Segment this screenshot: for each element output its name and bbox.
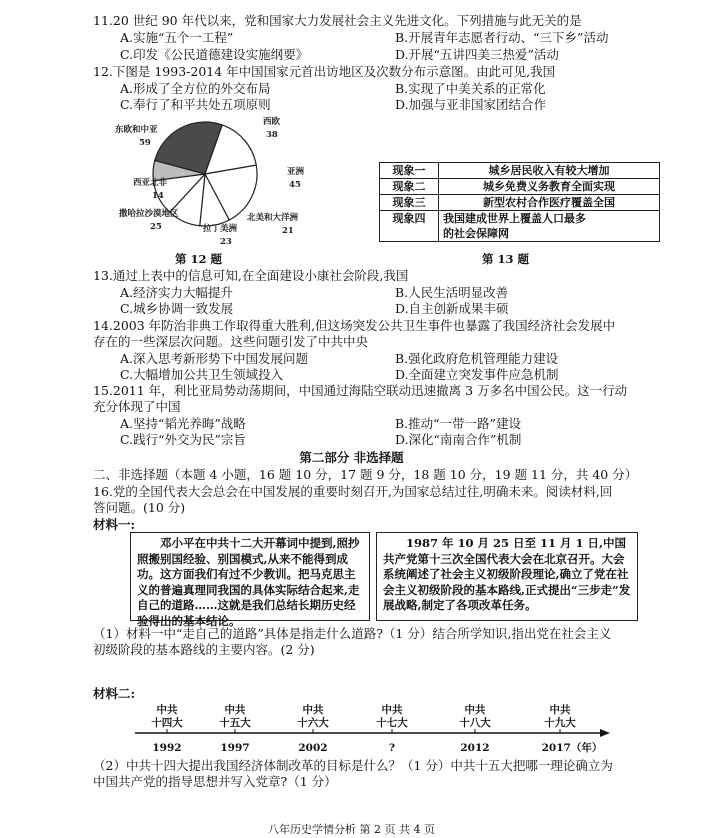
table-row xyxy=(380,211,660,242)
q15-option-c: C.践行“外交为民”宗旨 xyxy=(120,432,246,447)
timeline-year: 2017（年） xyxy=(541,742,603,754)
table-cell-value: 城乡居民收入有较大增加 xyxy=(439,163,660,179)
q12-option-c: C.奉行了和平共处五项原则 xyxy=(120,97,271,112)
timeline-label-bottom: 十九大 xyxy=(544,717,576,729)
table-row xyxy=(380,195,660,211)
part2-title-wrap xyxy=(0,450,703,466)
table-cell-key: 现象二 xyxy=(380,179,439,195)
material1-left-box: 邓小平在中共十二大开幕词中提到,照抄照搬别国经验、别国模式,从来不能得到成功。这方面我们有过不少教训。把马克思主义的普遍真理同我国的具体实际结合起来,走自己的道路……这就是我们总结长期历史经验得出的基本结论。 xyxy=(130,532,370,621)
timeline-label-bottom: 十六大 xyxy=(297,717,329,729)
q11-option-a: A.实施“五个一工程” xyxy=(120,30,234,45)
q14-stem-line1: 14.2003 年防治非典工作取得重大胜利,但这场突发公共卫生事件也暴露了我国经济社会发展中 xyxy=(93,318,616,333)
q11-option-b: B.开展青年志愿者行动、“三下乡”活动 xyxy=(395,30,609,45)
table-cell-key: 现象四 xyxy=(380,211,439,242)
table-cell-value xyxy=(439,211,660,242)
q12-caption: 第 12 题 xyxy=(175,252,223,266)
q13-caption: 第 13 题 xyxy=(482,252,530,266)
q15-option-d: D.深化“南南合作”机制 xyxy=(395,432,522,447)
q14-option-a: A.深入思考新形势下中国发展问题 xyxy=(120,351,309,366)
timeline-year: ? xyxy=(388,742,396,754)
table-row xyxy=(380,179,660,195)
table-cell-value: 新型农村合作医疗覆盖全国 xyxy=(439,195,660,211)
q15-option-b: B.推动“一带一路”建设 xyxy=(395,416,521,431)
q13-option-b: B.人民生活明显改善 xyxy=(395,285,509,300)
q12-stem: 12.下图是 1993-2014 年中国国家元首出访地区及次数分布示意图。由此可见,我国 xyxy=(93,64,556,79)
q11-option-d: D.开展“五讲四美三热爱”活动 xyxy=(395,47,559,62)
q16-stem-line2: 答问题。(10 分) xyxy=(93,500,186,515)
timeline-label-top: 中共 xyxy=(549,704,571,716)
q13-option-a: A.经济实力大幅提升 xyxy=(120,285,234,300)
timeline-label-bottom: 十四大 xyxy=(151,717,183,729)
q14-option-c: C.大幅增加公共卫生领域投入 xyxy=(120,367,284,382)
timeline-arrow-icon xyxy=(600,729,610,737)
material1-right-box: 1987 年 10 月 25 日至 11 月 1 日,中国共产党第十三次全国代表大会在北京召开。大会系统阐述了社会主义初级阶段理论,确立了党在社会主义初级阶段的基本路线,正式提出“三步走”发展战略,制定了各项改革任务。 xyxy=(376,532,638,621)
pie-label-value-0: 59 xyxy=(139,138,151,148)
q14-option-d: D.全面建立突发事件应急机制 xyxy=(395,367,559,382)
q16-sub1-line2: 初级阶段的基本路线的主要内容。(2 分) xyxy=(93,642,315,657)
pie-label-name-6: 西亚北非 xyxy=(133,178,168,188)
pie-chart xyxy=(75,112,335,252)
pie-label-value-5: 25 xyxy=(150,222,162,232)
pie-label-name-3: 北美和大洋洲 xyxy=(247,213,299,223)
timeline-year: 1997 xyxy=(220,742,250,754)
pie-label-name-1: 西欧 xyxy=(263,117,281,127)
timeline-label-bottom: 十五大 xyxy=(219,717,251,729)
q12-option-b: B.实现了中美关系的正常化 xyxy=(395,81,546,96)
pie-label-name-0: 东欧和中亚 xyxy=(115,125,158,135)
pie-label-value-1: 38 xyxy=(266,130,278,140)
q16-sub2-line2: 中国共产党的指导思想并写入党章?（1 分） xyxy=(93,774,337,789)
part2-title: 第二部分 非选择题 xyxy=(299,450,404,465)
timeline-year: 1992 xyxy=(152,742,182,754)
pie-label-value-3: 21 xyxy=(282,226,294,236)
pie-label-name-5: 撒哈拉沙漠地区 xyxy=(119,209,179,219)
table-row xyxy=(380,163,660,179)
q15-stem-line2: 充分体现了中国 xyxy=(93,399,181,414)
table-cell-value: 城乡免费义务教育全面实现 xyxy=(439,179,660,195)
q13-option-d: D.自主创新成果丰硕 xyxy=(395,301,509,316)
timeline-label-bottom: 十七大 xyxy=(376,717,408,729)
table-cell-key: 现象一 xyxy=(380,163,439,179)
pie-label-name-2: 亚洲 xyxy=(287,167,305,177)
q12-option-d: D.加强与亚非国家团结合作 xyxy=(395,97,547,112)
q14-option-b: B.强化政府危机管理能力建设 xyxy=(395,351,559,366)
part2-header: 二、非选择题（本题 4 小题，16 题 10 分，17 题 9 分，18 题 10 分，19 题 11 分，共 40 分） xyxy=(93,467,638,482)
pie-label-value-4: 23 xyxy=(220,237,232,247)
page-footer: 八年历史学情分析 第 2 页 共 4 页 xyxy=(268,823,435,836)
table-cell-value-line2: 的社会保障网 xyxy=(443,227,509,240)
table-cell-value-line1: 我国建成世界上覆盖人口最多 xyxy=(443,212,586,225)
timeline-label-bottom: 十八大 xyxy=(459,717,491,729)
table-cell-key: 现象三 xyxy=(380,195,439,211)
q13-stem: 13.通过上表中的信息可知,在全面建设小康社会阶段,我国 xyxy=(93,268,409,283)
q16-sub2-line1: （2）中共十四大提出我国经济体制改革的目标是什么？（1 分）中共十五大把哪一理论确立为 xyxy=(93,758,613,773)
timeline-label-top: 中共 xyxy=(224,704,246,716)
timeline-label-top: 中共 xyxy=(156,704,178,716)
timeline-label-top: 中共 xyxy=(381,704,403,716)
q13-table xyxy=(379,162,660,242)
material2-label: 材料二: xyxy=(93,686,136,701)
q16-stem-line1: 16.党的全国代表大会总会在中国发展的重要时刻召开,为国家总结过往,明确未来。阅读材料,回 xyxy=(93,484,613,499)
timeline-marks xyxy=(151,703,602,754)
pie-label-name-4: 拉丁美洲 xyxy=(203,224,238,234)
pie-label-value-6: 14 xyxy=(152,191,164,201)
q13-option-c: C.城乡协调一致发展 xyxy=(120,301,234,316)
timeline-year: 2012 xyxy=(460,742,490,754)
q15-option-a: A.坚持“韬光养晦”战略 xyxy=(120,416,246,431)
q12-option-a: A.形成了全方位的外交布局 xyxy=(120,81,271,96)
timeline xyxy=(130,703,630,755)
q15-stem-line1: 15.2011 年，利比亚局势动荡期间，中国通过海陆空联动迅速撤离 3 万多名中国公民。这一行动 xyxy=(93,383,628,398)
q14-stem-line2: 存在的一些深层次问题。这些问题引发了中共中央 xyxy=(93,334,369,349)
q16-sub1-line1: （1）材料一中“走自己的道路”具体是指走什么道路?（1 分）结合所学知识,指出党在社会主义 xyxy=(93,626,612,641)
timeline-label-top: 中共 xyxy=(464,704,486,716)
material1-label: 材料一: xyxy=(93,517,136,532)
pie-label-value-2: 45 xyxy=(289,180,301,190)
timeline-year: 2002 xyxy=(298,742,328,754)
timeline-label-top: 中共 xyxy=(302,704,324,716)
q11-stem: 11.20 世纪 90 年代以来，党和国家大力发展社会主义先进文化。下列措施与此无关的是 xyxy=(93,13,582,28)
q11-option-c: C.印发《公民道德建设实施纲要》 xyxy=(120,47,309,62)
